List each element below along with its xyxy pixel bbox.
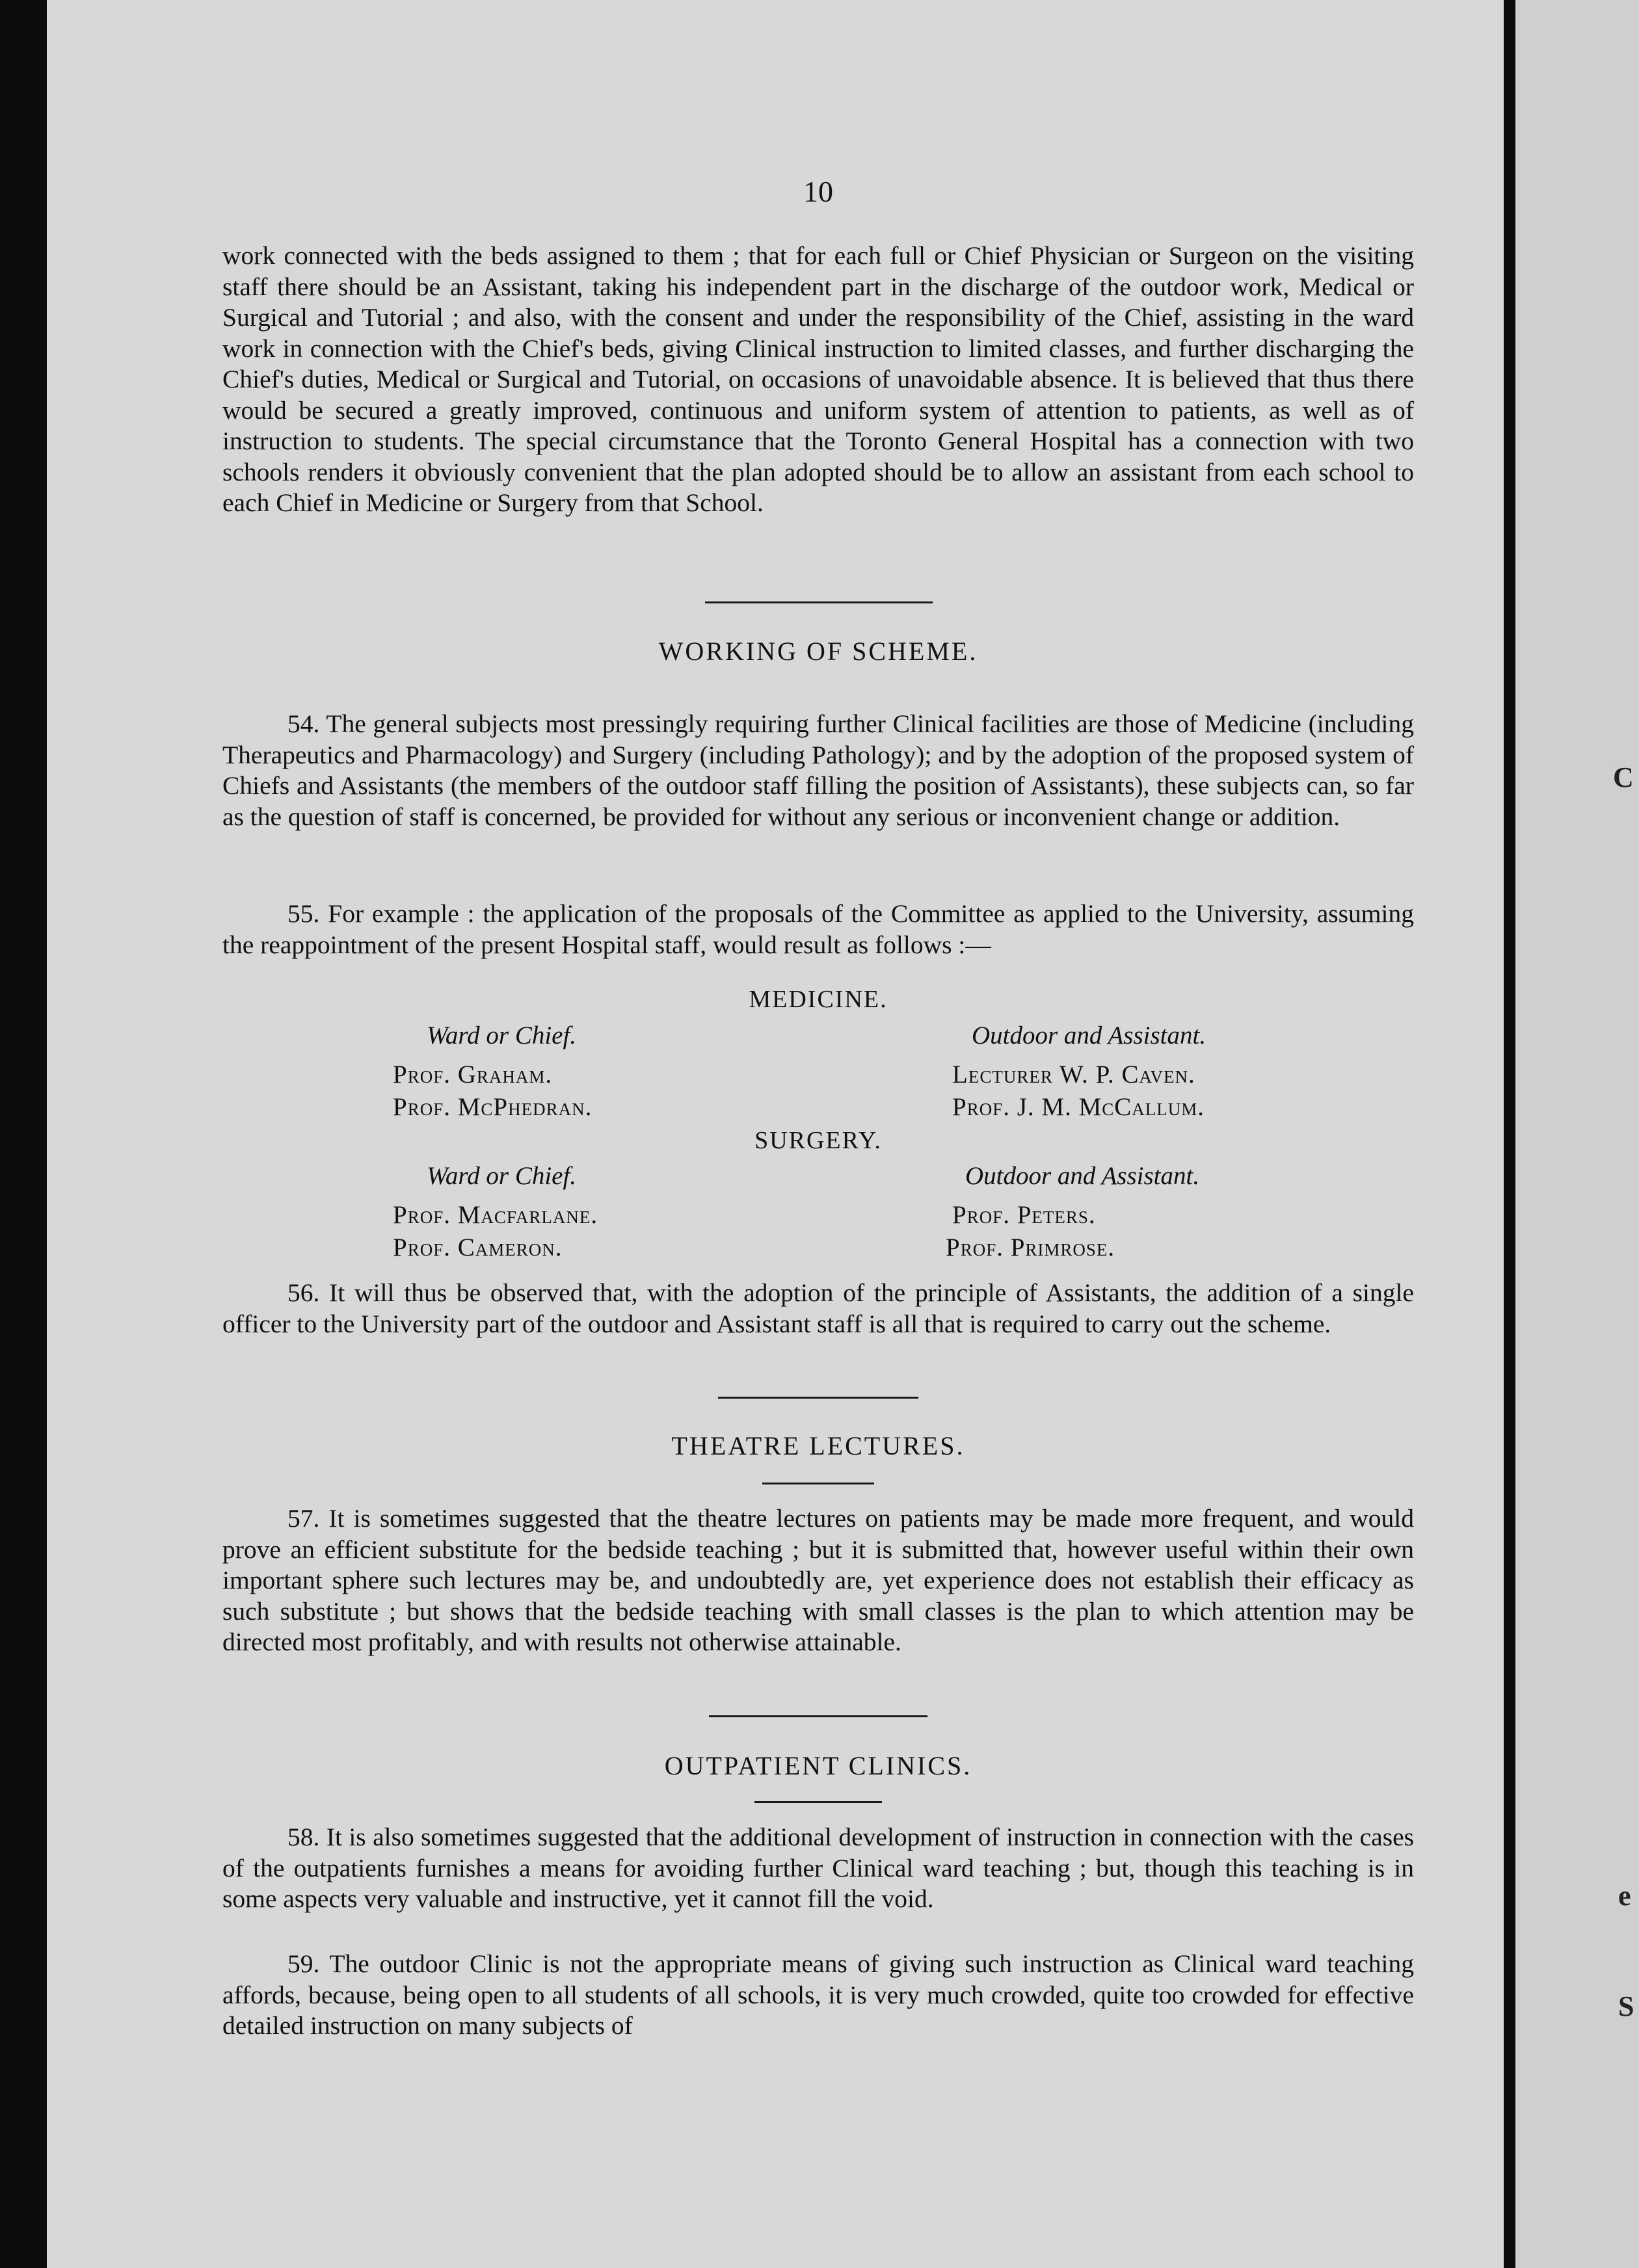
page-number: 10 [803,175,833,208]
heading-outpatient-clinics: OUTPATIENT CLINICS. [664,1751,972,1780]
heading-underline [762,1483,874,1484]
surgery-ward-heading: Ward or Chief. [427,1162,577,1190]
paragraph-57: 57. It is sometimes suggested that the theatre lectures on patients may be made more frequent, and would prove an efficient substitute for the bedside teaching ; but it is submitted that, however useful within their own important sphere such lectures may be, and undoubtedly are, yet experience does not establish their efficacy as such substitute ; but shows that the bedside teaching with small classes is the plan to which attention may be directed most profitably, and with results not otherwise attainable. [222,1504,1414,1656]
paragraph-55: 55. For example : the application of the proposals of the Committee as applied to the University, assuming the reappointment of the present Hospital staff, would result as follows :— [222,899,1414,959]
heading-underline [754,1801,882,1803]
section-divider [709,1715,927,1717]
adjacent-page-mark: C [1613,761,1634,793]
heading-theatre-lectures: THEATRE LECTURES. [671,1431,965,1460]
section-divider [705,601,933,603]
adjacent-page-edge [1515,0,1639,2268]
paragraph-59: 59. The outdoor Clinic is not the appropriate means of giving such instruction as Clinical ward teaching affords, because, being open to all students of all schools, it is very much crowded, quite too crowded for effective detailed instruction on many subjects of [222,1949,1414,2040]
surgery-outdoor-name: Prof. Peters. [952,1201,1096,1229]
medicine-outdoor-name: Lecturer W. P. Caven. [952,1061,1195,1088]
paragraph-56: 56. It will thus be observed that, with the adoption of the principle of Assistants, the addition of a single officer to the University part of the outdoor and Assistant staff is all that is required to carry out the scheme. [222,1278,1414,1338]
adjacent-page-mark: e [1618,1880,1631,1912]
surgery-outdoor-heading: Outdoor and Assistant. [965,1162,1200,1190]
section-divider [718,1397,918,1399]
medicine-ward-name: Prof. McPhedran. [393,1093,593,1121]
medicine-ward-name: Prof. Graham. [393,1061,553,1088]
heading-working-of-scheme: WORKING OF SCHEME. [658,637,978,666]
medicine-heading: MEDICINE. [749,986,888,1013]
document-page [47,0,1504,2268]
medicine-outdoor-name: Prof. J. M. McCallum. [952,1093,1205,1121]
medicine-outdoor-heading: Outdoor and Assistant. [972,1022,1206,1049]
paragraph-54: 54. The general subjects most pressingly requiring further Clinical facilities are those of Medicine (including Therapeutics and Pharmacology) and Surgery (including Pathology); and by the adoption of the proposed system of Chiefs and Assistants (the members of the outdoor staff filling the position of Assistants), these subjects can, so far as the question of staff is concerned, be provided for without any serious or inconvenient change or addition. [222,709,1414,831]
medicine-ward-heading: Ward or Chief. [427,1022,577,1049]
surgery-ward-name: Prof. Macfarlane. [393,1201,598,1229]
surgery-ward-name: Prof. Cameron. [393,1233,563,1261]
adjacent-page-mark: S [1618,1990,1634,2022]
surgery-outdoor-name: Prof. Primrose. [946,1233,1115,1261]
surgery-heading: SURGERY. [754,1127,882,1154]
intro-paragraph: work connected with the beds assigned to them ; that for each full or Chief Physician or Surgeon on the visiting staff there should be an Assistant, taking his independent part in the discharge of the outdoor work, Medical or Surgical and Tutorial ; and also, with the consent and under the responsibility of the Chief, assisting in the ward work in connection with the Chief's beds, giving Clinical instruction to limited classes, and further discharging the Chief's duties, Medical or Surgical and Tutorial, on occasions of unavoidable absence. It is believed that thus there would be secured a greatly improved, continuous and uniform system of attention to patients, as well as of instruction to students. The special circumstance that the Toronto General Hospital has a connection with two schools renders it obviously convenient that the plan adopted should be to allow an assistant from each school to each Chief in Medicine or Surgery from that School. [222,241,1414,517]
paragraph-58: 58. It is also sometimes suggested that the additional development of instruction in connection with the cases of the outpatients furnishes a means for avoiding further Clinical ward teaching ; but, though this teaching is in some aspects very valuable and instructive, yet it cannot fill the void. [222,1823,1414,1913]
